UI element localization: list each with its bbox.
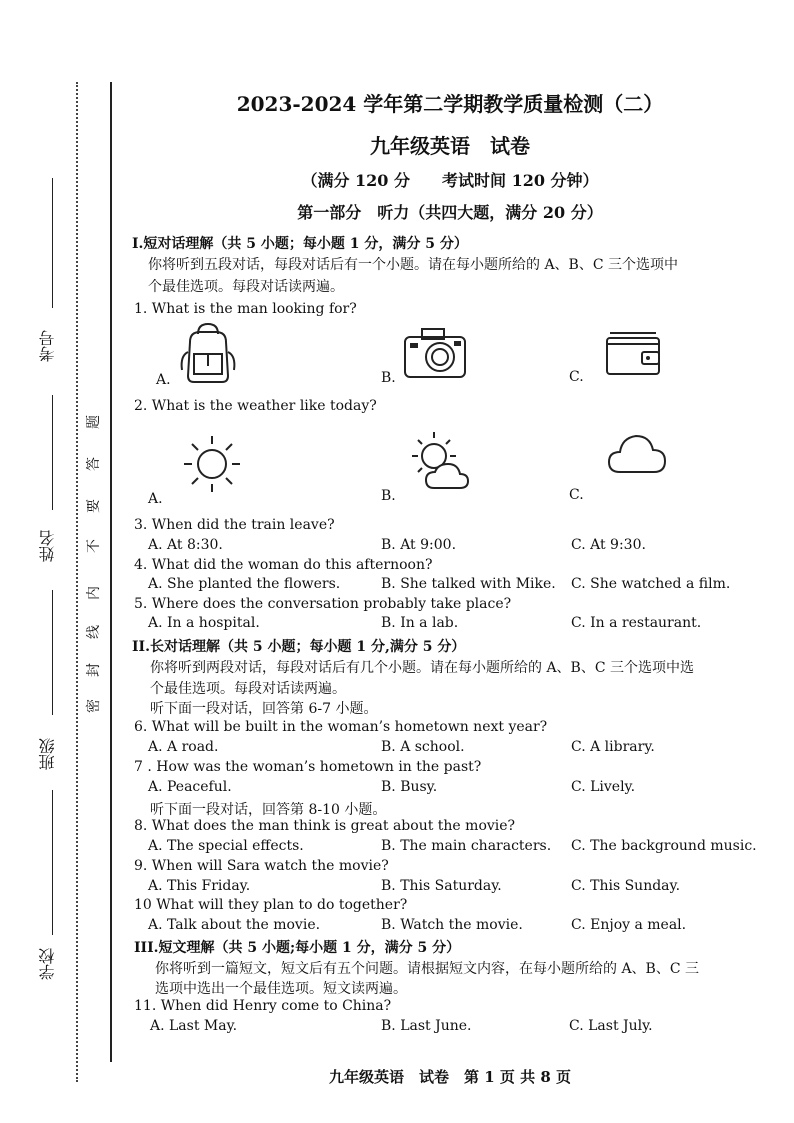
option-b: B. At 9:00.	[381, 537, 457, 553]
name-underline	[52, 395, 53, 510]
option-b: B. Last June.	[381, 1018, 472, 1034]
page-footer: 九年级英语 试卷 第 1 页 共 8 页	[329, 1068, 571, 1086]
question-2: 2. What is the weather like today?	[134, 398, 377, 414]
option-a: A. This Friday.	[148, 878, 251, 894]
option-c: C. Enjoy a meal.	[571, 917, 687, 933]
question-11: 11. When did Henry come to China?	[134, 998, 392, 1014]
seal-dotted-line	[76, 82, 78, 1082]
question-10: 10 What will they plan to do together?	[134, 897, 408, 913]
option-b: B.	[381, 488, 396, 504]
option-b: B. Busy.	[381, 779, 438, 795]
option-a: A. Talk about the movie.	[148, 917, 321, 933]
section2-instruction: 你将听到两段对话，每段对话后有几个小题。请在每小题所给的 A、B、C 三个选项中选	[150, 660, 695, 676]
seal-solid-line	[110, 82, 112, 1062]
cloud-icon	[606, 430, 668, 474]
name-label: 姓名	[38, 530, 57, 562]
option-b: B. She talked with Mike.	[381, 576, 556, 592]
part-title: 第一部分 听力（共四大题，满分 20 分）	[297, 203, 603, 222]
option-c: C. This Sunday.	[571, 878, 681, 894]
option-c: C.	[569, 487, 584, 503]
option-a: A. In a hospital.	[148, 615, 260, 631]
section2-instruction: 听下面一段对话，回答第 6-7 小题。	[150, 701, 378, 717]
partly-cloudy-icon	[408, 428, 472, 492]
section3-instruction: 选项中选出一个最佳选项。短文读两遍。	[155, 981, 407, 997]
option-c: C.	[569, 369, 584, 385]
wallet-icon	[604, 330, 662, 376]
sun-icon	[180, 432, 244, 496]
binding-margin	[0, 0, 112, 1123]
option-a: A. The special effects.	[148, 838, 304, 854]
section3-title: III.短文理解（共 5 小题;每小题 1 分，满分 5 分）	[134, 940, 461, 956]
school-label: 学校	[38, 948, 57, 980]
option-a: A. A road.	[148, 739, 219, 755]
section2-title: II.长对话理解（共 5 小题；每小题 1 分,满分 5 分）	[132, 639, 466, 655]
option-c: C. In a restaurant.	[571, 615, 702, 631]
seal-char: 线	[86, 625, 102, 639]
question-9: 9. When will Sara watch the movie?	[134, 858, 389, 874]
option-c: C. Last July.	[569, 1018, 653, 1034]
exam-no-label: 考号	[38, 330, 57, 362]
option-a: A. She planted the flowers.	[148, 576, 341, 592]
class-label: 班级	[38, 738, 57, 770]
question-5: 5. Where does the conversation probably take place?	[134, 596, 512, 612]
option-a: A. Peaceful.	[148, 779, 232, 795]
seal-char: 题	[86, 415, 102, 429]
option-b: B. A school.	[381, 739, 465, 755]
question-4: 4. What did the woman do this afternoon?	[134, 557, 433, 573]
seal-char: 封	[86, 663, 102, 677]
option-c: C. She watched a film.	[571, 576, 731, 592]
section1-instruction: 你将听到五段对话，每段对话后有一个小题。请在每小题所给的 A、B、C 三个选项中	[148, 257, 679, 273]
section2-instruction: 听下面一段对话，回答第 8-10 小题。	[150, 802, 387, 818]
option-c: C. The background music.	[571, 838, 757, 854]
seal-char: 内	[86, 586, 102, 600]
exam-no-underline	[52, 178, 53, 308]
seal-char: 密	[86, 699, 102, 713]
question-1: 1. What is the man looking for?	[134, 301, 357, 317]
backpack-icon	[178, 322, 238, 384]
option-a: A.	[156, 372, 171, 388]
question-7: 7 . How was the woman’s hometown in the past?	[134, 759, 482, 775]
option-b: B. This Saturday.	[381, 878, 502, 894]
class-underline	[52, 590, 53, 715]
section2-instruction: 个最佳选项。每段对话读两遍。	[150, 681, 346, 697]
option-c: C. At 9:30.	[571, 537, 646, 553]
section1-title: I.短对话理解（共 5 小题；每小题 1 分，满分 5 分）	[132, 236, 468, 252]
option-b: B. Watch the movie.	[381, 917, 523, 933]
option-a: A. Last May.	[150, 1018, 238, 1034]
section3-instruction: 你将听到一篇短文，短文后有五个问题。请根据短文内容，在每小题所给的 A、B、C 三	[155, 961, 700, 977]
question-6: 6. What will be built in the woman’s hometown next year?	[134, 719, 548, 735]
section1-instruction: 个最佳选项。每段对话读两遍。	[148, 279, 344, 295]
option-b: B.	[381, 370, 396, 386]
exam-title: 2023-2024 学年第二学期教学质量检测（二）	[236, 92, 664, 116]
option-a: A.	[148, 491, 163, 507]
seal-char: 不	[86, 539, 102, 553]
school-underline	[52, 790, 53, 935]
question-8: 8. What does the man think is great about the movie?	[134, 818, 516, 834]
option-c: C. Lively.	[571, 779, 636, 795]
exam-subtitle: 九年级英语 试卷	[370, 134, 530, 158]
option-b: B. In a lab.	[381, 615, 459, 631]
option-c: C. A library.	[571, 739, 655, 755]
seal-char: 要	[86, 499, 102, 513]
option-b: B. The main characters.	[381, 838, 552, 854]
seal-char: 答	[86, 457, 102, 471]
option-a: A. At 8:30.	[148, 537, 223, 553]
question-3: 3. When did the train leave?	[134, 517, 335, 533]
score-time: （满分 120 分 考试时间 120 分钟）	[301, 171, 599, 190]
camera-icon	[402, 325, 468, 381]
